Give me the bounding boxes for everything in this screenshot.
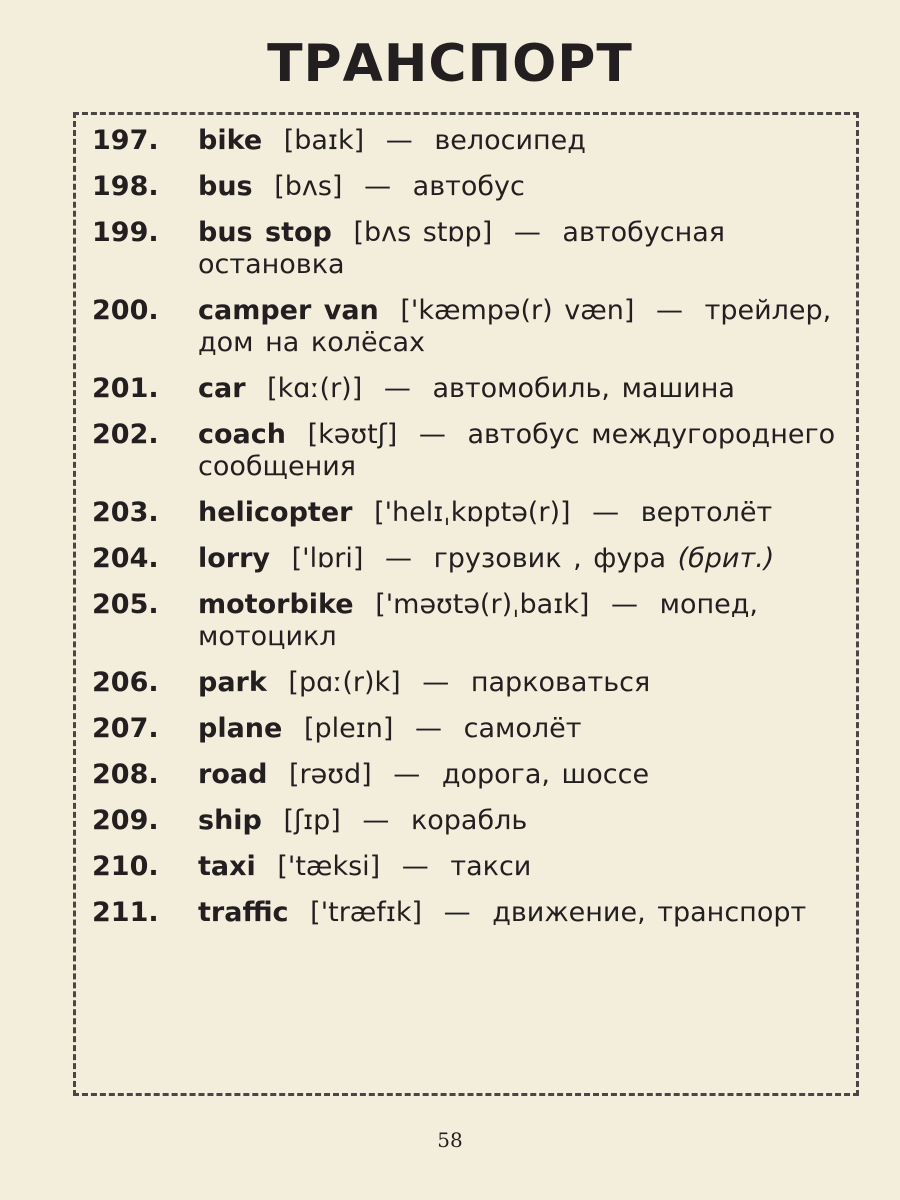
entry-number: 201.: [92, 373, 159, 404]
entry-transcription: [baɪk]: [283, 125, 365, 156]
entry-transcription: ['helɪˌkɒptə(r)]: [374, 497, 571, 528]
entry-word: plane: [198, 713, 283, 744]
vocabulary-entry: [92, 805, 855, 837]
entry-number: 202.: [92, 419, 159, 450]
entry-word: bus stop: [198, 217, 332, 248]
entry-transcription: ['træfɪk]: [310, 897, 423, 928]
entry-transcription: [ʃɪp]: [283, 805, 341, 836]
entry-word: park: [198, 667, 267, 698]
entry-dash: —: [422, 667, 450, 698]
entry-transcription: [bʌs stɒp]: [353, 217, 493, 248]
entry-dash: —: [656, 295, 683, 326]
entry-word: road: [198, 759, 268, 790]
entry-translation: дорога, шоссе: [441, 759, 650, 790]
entry-translation: трейлер, дом на колёсах: [198, 295, 832, 358]
entry-translation: такси: [450, 851, 532, 882]
entry-word: motorbike: [198, 589, 354, 620]
entry-translation: автобус междугороднего сообщения: [198, 419, 836, 482]
entry-dash: —: [611, 589, 639, 620]
entry-translation: движение, транспорт: [492, 897, 807, 928]
vocabulary-entry: [92, 419, 855, 483]
entry-word: coach: [198, 419, 287, 450]
vocabulary-entry: [92, 713, 855, 745]
entry-dash: —: [393, 759, 421, 790]
entry-translation: парковаться: [470, 667, 651, 698]
entry-transcription: ['kæmpə(r) væn]: [400, 295, 635, 326]
vocabulary-entry: [92, 851, 855, 883]
entry-word: bike: [198, 125, 263, 156]
entry-transcription: [pɑː(r)k]: [288, 667, 401, 698]
entry-word: ship: [198, 805, 262, 836]
entry-number: 207.: [92, 713, 159, 744]
entry-translation: автомобиль, машина: [432, 373, 735, 404]
entry-translation: вертолёт: [640, 497, 773, 528]
entry-number: 205.: [92, 589, 159, 620]
vocabulary-entry: [92, 667, 855, 699]
vocabulary-entry: [92, 897, 855, 929]
entry-translation: корабль: [410, 805, 528, 836]
entry-transcription: [kəʊtʃ]: [307, 419, 398, 450]
entry-number: 199.: [92, 217, 159, 248]
entry-number: 200.: [92, 295, 159, 326]
entry-transcription: ['lɒri]: [291, 543, 364, 574]
entry-transcription: [rəʊd]: [289, 759, 372, 790]
entry-transcription: [bʌs]: [274, 171, 343, 202]
entry-dash: —: [415, 713, 442, 744]
entry-dash: —: [592, 497, 620, 528]
vocabulary-entry: [92, 171, 855, 203]
entry-note: (брит.): [677, 543, 775, 574]
entry-dash: —: [384, 543, 412, 574]
entry-transcription: ['tæksi]: [277, 851, 381, 882]
vocabulary-entry: [92, 759, 855, 791]
vocabulary-entry: [92, 217, 855, 281]
entry-dash: —: [443, 897, 471, 928]
entry-translation: велосипед: [434, 125, 586, 156]
entry-transcription: [kɑː(r)]: [267, 373, 363, 404]
entry-dash: —: [364, 171, 392, 202]
entry-word: helicopter: [198, 497, 353, 528]
entry-translation: автобусная остановка: [198, 217, 726, 280]
entry-number: 206.: [92, 667, 159, 698]
page-number: 58: [437, 1128, 463, 1152]
entry-number: 210.: [92, 851, 159, 882]
entry-number: 203.: [92, 497, 159, 528]
entry-translation: грузовик , фура: [433, 543, 667, 574]
entry-translation: автобус: [412, 171, 525, 202]
entry-dash: —: [383, 373, 411, 404]
entry-transcription: [pleɪn]: [303, 713, 394, 744]
entry-word: camper van: [198, 295, 379, 326]
entry-dash: —: [385, 125, 413, 156]
page-title: ТРАНСПОРТ: [267, 34, 633, 94]
entry-dash: —: [401, 851, 429, 882]
entry-word: traffic: [198, 897, 289, 928]
entry-dash: —: [513, 217, 541, 248]
entry-dash: —: [362, 805, 390, 836]
entry-number: 197.: [92, 125, 159, 156]
entry-word: taxi: [198, 851, 256, 882]
vocabulary-entry: [92, 295, 855, 359]
vocabulary-entry: [92, 497, 855, 529]
entry-dash: —: [418, 419, 446, 450]
entry-word: bus: [198, 171, 253, 202]
entry-translation: мопед, мотоцикл: [198, 589, 759, 652]
vocabulary-entry: [92, 543, 855, 575]
entry-number: 204.: [92, 543, 159, 574]
entry-word: car: [198, 373, 246, 404]
entry-transcription: ['məʊtə(r)ˌbaɪk]: [375, 589, 590, 620]
entry-number: 209.: [92, 805, 159, 836]
vocabulary-list: [92, 125, 855, 943]
entry-number: 208.: [92, 759, 159, 790]
entry-number: 211.: [92, 897, 159, 928]
entry-number: 198.: [92, 171, 159, 202]
vocabulary-entry: [92, 373, 855, 405]
entry-word: lorry: [198, 543, 271, 574]
vocabulary-entry: [92, 589, 855, 653]
vocabulary-entry: [92, 125, 855, 157]
entry-translation: самолёт: [463, 713, 582, 744]
